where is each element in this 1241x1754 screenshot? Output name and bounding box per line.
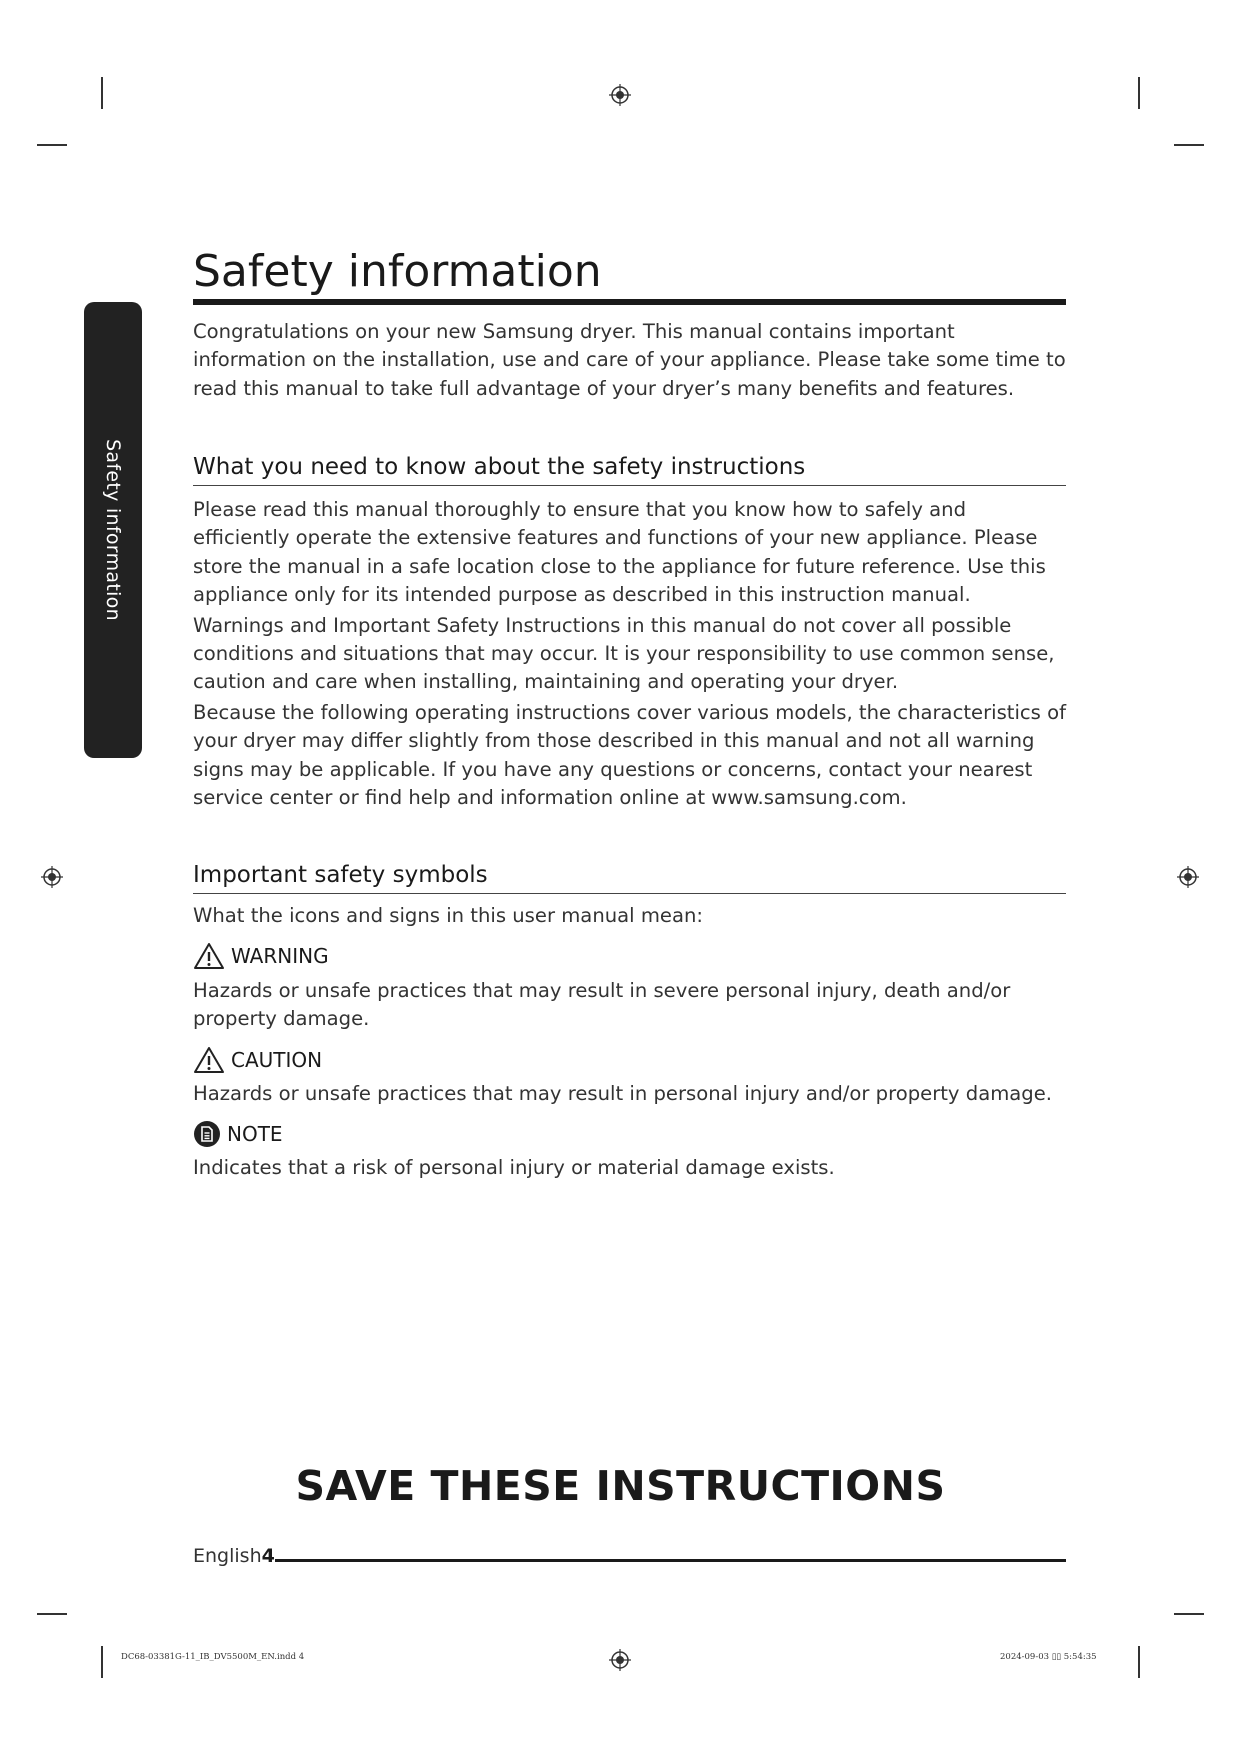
section-heading-instructions: What you need to know about the safety instructions [193,454,806,480]
footer-language: English [193,1545,262,1567]
note-icon [193,1120,221,1148]
intro-paragraph: Congratulations on your new Samsung dryer. This manual contains important information on the installation, use and care of your appliance. Please take some time to read this manual to take full advantage of your dryer’s many benefits and features. [193,320,1066,400]
instructions-paragraph: Because the following operating instructions cover various models, the characteristics of your dryer may differ slightly from those described in this manual and not all warning signs may be applicable. If you have any questions or concerns, contact your nearest service center or find help and information online at www.samsung.com. [193,700,1067,810]
crop-mark [1174,144,1204,146]
caution-label-text: CAUTION [231,1048,323,1072]
intro-block [193,318,1066,403]
caution-block [193,1080,1066,1108]
registration-mark-icon [609,1649,631,1671]
side-section-tab [84,302,142,758]
print-slug-timestamp: 2024-09-03 ▯▯ 5:54:35 [1000,1652,1097,1662]
footer-rule [275,1559,1066,1562]
footer-page-label [193,1545,275,1567]
crop-mark [1174,1613,1204,1615]
warning-label-text: WARNING [231,944,329,968]
crop-mark [37,144,67,146]
instructions-paragraph: Warnings and Important Safety Instructions in this manual do not cover all possible conditions and situations that may occur. It is your responsibility to use common sense, caution and care when installing, maintaining and operating your dryer. [193,613,1055,694]
caution-text: Hazards or unsafe practices that may result in personal injury and/or property damage. [193,1082,1053,1105]
crop-mark [101,1646,103,1678]
side-tab-label: Safety information [102,439,124,621]
footer-page-number: 4 [261,1545,275,1567]
section-rule [193,893,1066,894]
symbols-lead: What the icons and signs in this user manual mean: [193,904,704,927]
instructions-block [193,496,1066,812]
caution-label [193,1045,322,1075]
save-instructions-banner: SAVE THESE INSTRUCTIONS [295,1462,946,1510]
caution-triangle-icon [193,1046,225,1074]
section-heading-symbols: Important safety symbols [193,862,488,888]
warning-block [193,977,1066,1034]
page-title: Safety information [193,246,602,297]
crop-mark [1138,77,1140,109]
note-label-text: NOTE [227,1122,283,1146]
registration-mark-icon [1177,866,1199,888]
note-text: Indicates that a risk of personal injury or material damage exists. [193,1156,835,1179]
registration-mark-icon [41,866,63,888]
title-rule [193,299,1066,305]
warning-label [193,941,329,971]
crop-mark [1138,1646,1140,1678]
note-label [193,1119,283,1149]
print-slug-file: DC68-03381G-11_IB_DV5500M_EN.indd 4 [121,1652,305,1662]
note-block [193,1154,1066,1182]
registration-mark-icon [609,84,631,106]
warning-text: Hazards or unsafe practices that may result in severe personal injury, death and/or property damage. [193,979,1011,1031]
crop-mark [101,77,103,109]
symbols-lead-block [193,902,1066,930]
warning-triangle-icon [193,942,225,970]
crop-mark [37,1613,67,1615]
section-rule [193,485,1066,486]
instructions-paragraph: Please read this manual thoroughly to ensure that you know how to safely and efficiently operate the extensive features and functions of your new appliance. Please store the manual in a safe location close to the appliance for future reference. Use this appliance only for its intended purpose as described in this instruction manual. [193,498,1046,607]
